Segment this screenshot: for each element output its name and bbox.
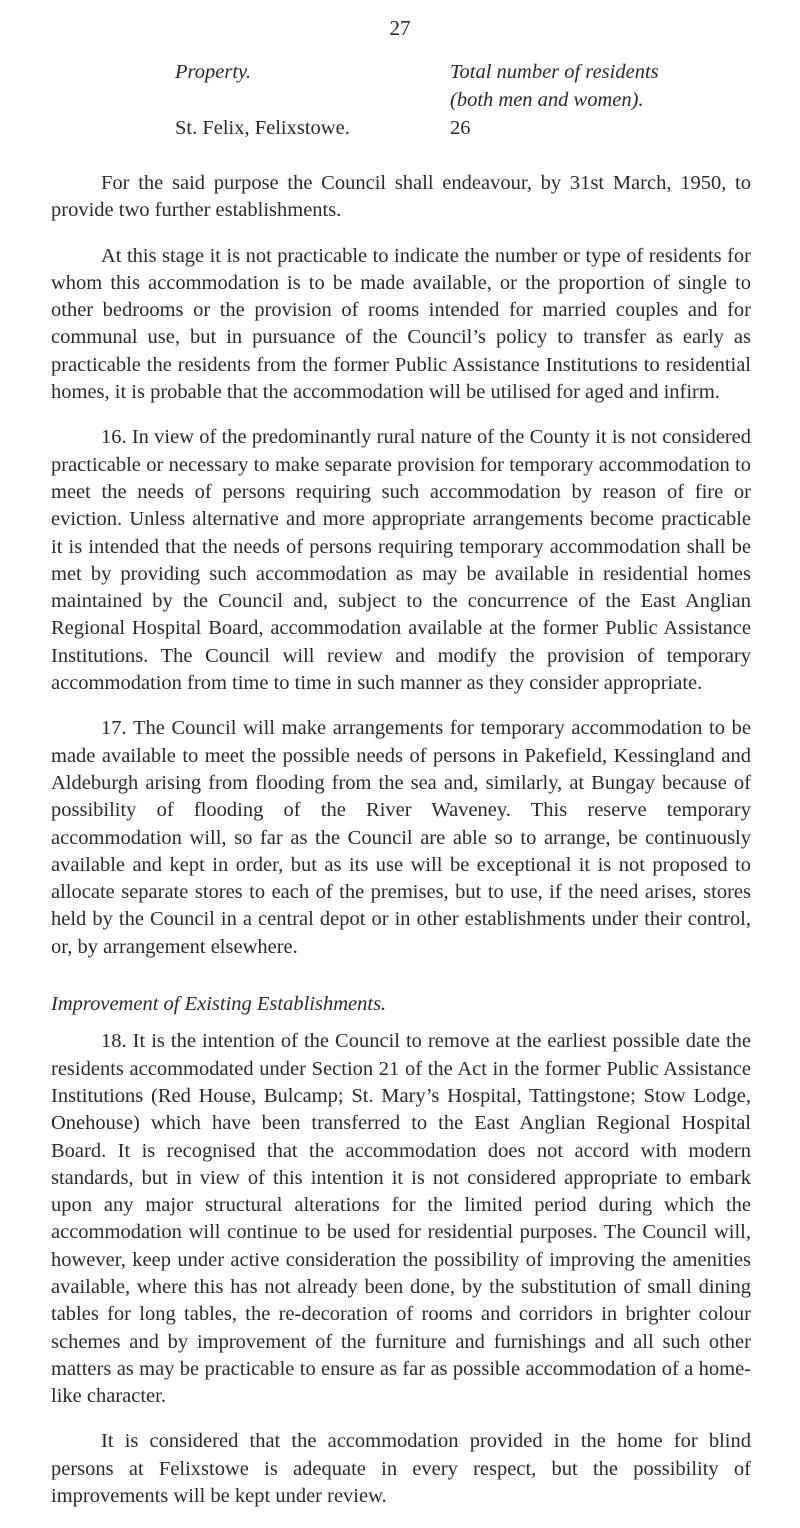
paragraph: For the said purpose the Council shall endeavour, by 31st March, 1950, to provide two further establishments. <box>51 172 751 222</box>
table-cell-total: 26 <box>450 117 471 139</box>
paragraph: 16. In view of the predominantly rural nature of the County it is not considered practicable or necessary to make separate provision for temporary accommodation to meet the needs of persons requiring such accommodation by reason of fire or eviction. Unless alternative and more appropriate arrangements become practicable it is intended that the needs of persons requiring temporary accommodation shall be met by providing such accommodation as may be available in residential homes maintained by the Council and, subject to the concurrence of the East Anglian Regional Hospital Board, accommodation available at the former Public Assistance Institutions. The Council will review and modify the provision of temporary accommodation from time to time in such manner as they consider appropriate. <box>51 426 751 695</box>
paragraph: 17. The Council will make arrangements for temporary accommodation to be made available to meet the possible needs of persons in Pakefield, Kessingland and Aldeburgh arising from flooding from the sea and, similarly, at Bungay because of possibility of flooding of the River Waveney. This reserve temporary accommodation will, so far as the Council are able so to arrange, be continuously available and kept in order, but as its use will be exceptional it is not proposed to allocate separate stores to each of the premises, but to use, if the need arises, stores held by the Council in a central depot or in other establishments under their control, or, by arrangement elsewhere. <box>51 717 751 958</box>
paragraph: At this stage it is not practicable to indicate the number or type of residents for whom this accommodation is to be made available, or the proportion of single to other bedrooms or the provision of rooms intended for married couples and for communal use, but in pursuance of the Council’s policy to transfer as early as practicable the residents from the former Public Assistance Institutions to residential homes, it is probable that the accommodation will be utilised for aged and infirm. <box>51 244 751 404</box>
paragraph: It is considered that the accommodation provided in the home for blind persons at Felixstowe is adequate in every respect, but the possibility of improvements will be kept under review. <box>51 1430 751 1508</box>
table-cell-property: St. Felix, Felixstowe. <box>175 117 350 139</box>
property-table <box>175 58 675 142</box>
header-property: Property. <box>175 61 252 83</box>
table-header-subrow <box>175 86 675 114</box>
table-row <box>175 114 675 142</box>
section-heading: Improvement of Existing Establishments. <box>51 993 387 1016</box>
table-header-row <box>175 58 675 86</box>
page-number: 27 <box>389 16 411 40</box>
document-body <box>51 170 751 1528</box>
header-total: Total number of residents <box>450 61 659 83</box>
header-total-sub: (both men and women). <box>450 89 644 111</box>
paragraph: 18. It is the intention of the Council to remove at the earliest possible date the residents accommodated under Section 21 of the Act in the former Public Assistance Institutions (Red House, Bulcamp; St. Mary’s Hospital, Tattingstone; Stow Lodge, Onehouse) which have been transferred to the East Anglian Regional Hospital Board. It is recognised that the accommodation does not accord with modern standards, but in view of this intention it is not considered appropriate to embark upon any major structural alterations for the limited period during which the accommodation will continue to be used for residential purposes. The Council will, however, keep under active consideration the possibility of improving the amenities available, where this has not already been done, by the substitution of small dining tables for long tables, the re-decoration of rooms and corridors in brighter colour schemes and by improvement of the furniture and furnishings and all such other matters as may be practicable to ensure as far as possible accommodation of a home-like character. <box>51 1030 751 1408</box>
